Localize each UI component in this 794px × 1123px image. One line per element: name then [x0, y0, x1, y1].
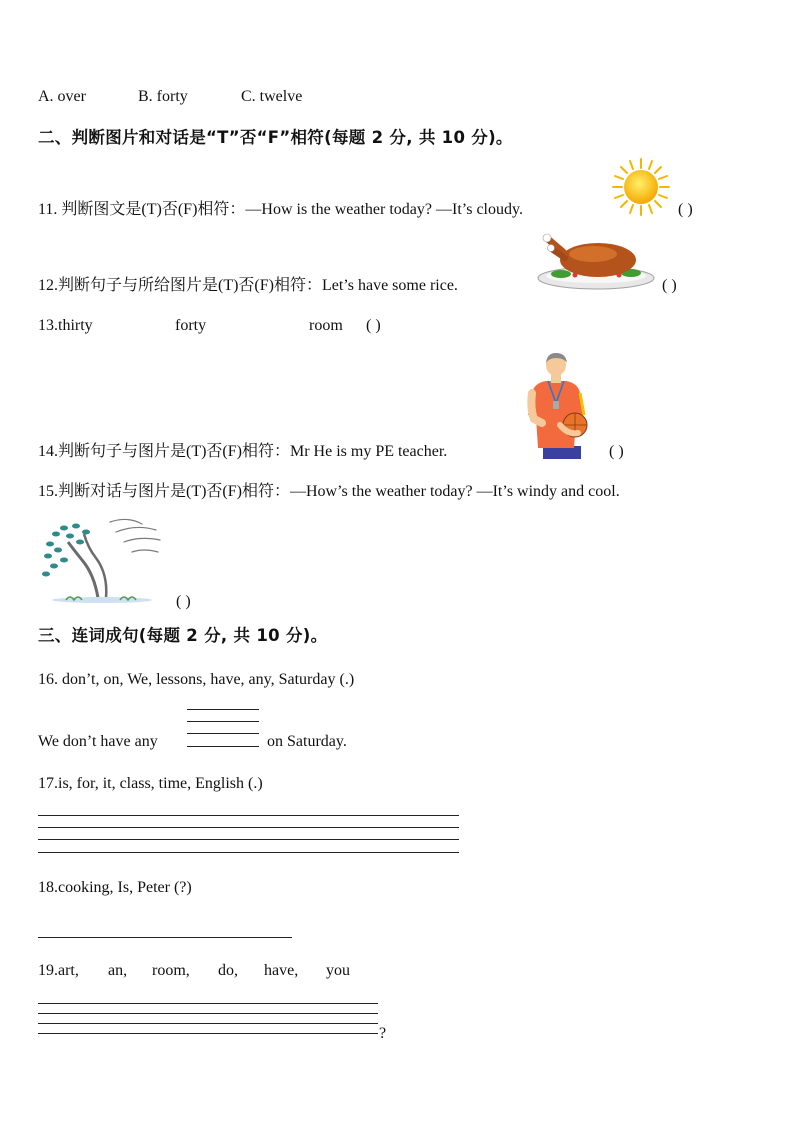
- q17-answer-line[interactable]: [38, 827, 459, 828]
- q19-answer-line[interactable]: [38, 1003, 378, 1004]
- q17-answer-line[interactable]: [38, 852, 459, 853]
- q16-words: 16. don’t, on, We, lessons, have, any, Saturday (.): [38, 671, 355, 688]
- pe-teacher-icon: [520, 353, 592, 459]
- q19-word-3: room,: [152, 962, 190, 979]
- q17-answer-line[interactable]: [38, 839, 459, 840]
- section3-heading: 三、连词成句(每题 2 分, 共 10 分)。: [38, 626, 328, 645]
- q19-question-mark: ?: [379, 1025, 387, 1042]
- q13-answer-paren: ( ): [366, 317, 381, 334]
- option-a: A. over: [38, 88, 86, 105]
- q19-word-1: 19.art,: [38, 962, 79, 979]
- q19-answer-line[interactable]: [38, 1013, 378, 1014]
- q17-words: 17.is, for, it, class, time, English (.): [38, 775, 263, 792]
- q19-word-2: an,: [108, 962, 128, 979]
- windy-tree-icon: [40, 514, 164, 604]
- option-b: B. forty: [138, 88, 188, 105]
- q19-answer-line[interactable]: [38, 1033, 378, 1034]
- q19-word-6: you: [326, 962, 350, 979]
- q16-answer-line[interactable]: [187, 746, 259, 747]
- roast-chicken-icon: [535, 228, 657, 292]
- q13-word-3: room: [309, 317, 343, 334]
- q18-answer-line[interactable]: [38, 937, 292, 938]
- q16-answer-line[interactable]: [187, 709, 259, 710]
- q18-words: 18.cooking, Is, Peter (?): [38, 879, 192, 896]
- section2-heading: 二、判断图片和对话是“T”否“F”相符(每题 2 分, 共 10 分)。: [38, 128, 513, 147]
- q14-answer-paren: ( ): [609, 443, 624, 460]
- option-c: C. twelve: [241, 88, 303, 105]
- q16-answer-line[interactable]: [187, 721, 259, 722]
- q11-answer-paren: ( ): [678, 201, 693, 218]
- q15-answer-paren: ( ): [176, 593, 191, 610]
- sun-icon: [612, 158, 670, 216]
- q12-text: 12.判断句子与所给图片是(T)否(F)相符：Let’s have some rice.: [38, 277, 458, 294]
- q12-answer-paren: ( ): [662, 277, 677, 294]
- q14-text: 14.判断句子与图片是(T)否(F)相符：Mr He is my PE teacher.: [38, 443, 448, 460]
- q17-answer-line[interactable]: [38, 815, 459, 816]
- q19-answer-line[interactable]: [38, 1023, 378, 1024]
- q16-prefix: We don’t have any: [38, 733, 158, 750]
- q19-word-5: have,: [264, 962, 299, 979]
- q13-word-2: forty: [175, 317, 207, 334]
- q15-text: 15.判断对话与图片是(T)否(F)相符：—How’s the weather today? —It’s windy and cool.: [38, 483, 620, 500]
- q16-answer-line[interactable]: [187, 733, 259, 734]
- q13-word-1: 13.thirty: [38, 317, 93, 334]
- q19-word-4: do,: [218, 962, 238, 979]
- q16-suffix: on Saturday.: [267, 733, 347, 750]
- q11-text: 11. 判断图文是(T)否(F)相符：—How is the weather today? —It’s cloudy.: [38, 201, 523, 218]
